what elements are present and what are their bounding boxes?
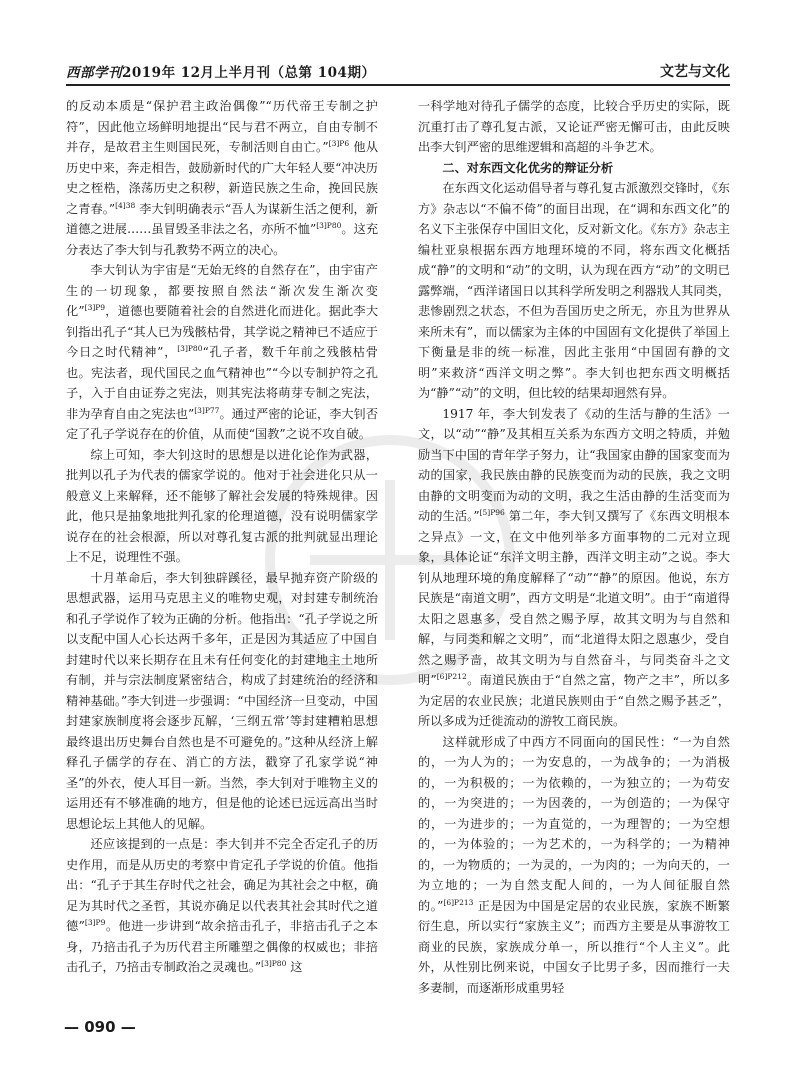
text-run: 李大钊认为宇宙是“无始无终的自然存在”，由宇宙产生的一切现象，都要按照自然法“渐次发生渐次变化”: [66, 263, 378, 318]
paragraph: [418, 96, 730, 158]
text-run: 还应该提到的一点是：李大钊并不完全否定孔子的历史作用，而是从历史的考察中肯定孔子学说的价值。他指出：“孔子于其生存时代之社会，确足为其社会之中枢，确足为其时代之圣哲，其说亦确足以代表其社会其时代之道德”: [66, 837, 378, 933]
journal-masthead: [66, 61, 375, 81]
text-run: 。他进一步讲到“故余掊击孔子，非掊击孔子之本身，乃掊击孔子为历代君主所雕塑之偶像的权威也；非掊击孔子，乃掊击专制政治之灵魂也。”: [66, 919, 379, 974]
section-name: 文艺与文化: [660, 64, 730, 80]
section-heading: [418, 158, 730, 179]
citation-ref: [3]P80: [177, 343, 203, 353]
citation-ref: [3]P9: [84, 917, 106, 927]
paragraph: [66, 260, 378, 445]
citation-ref: [6]P212: [436, 671, 467, 681]
text-run: 。这充分表达了李大钊与孔教势不两立的决心。: [66, 222, 379, 257]
text-run: ，道德也要随着社会的自然进化而进化。据此李大钊指出孔子“其人已为残骸枯骨，其学说之精神已不适应于今日之时代精神”，: [66, 304, 379, 359]
text-run: 这样就形成了中西方不同面向的国民性：“一为自然的，一为人为的；一为安息的，一为战争的；一为消极的，一为积极的；一为依赖的，一为独立的；一为苟安的，一为突进的；一为因袭的，一为创造的；一为保守的，一为进步的；一为直觉的，一为理智的；一为空想的，一为体验的；一为艺术的，一为科学的；一为精神的，一为物质的；一为灵的，一为肉的；一为向天的，一为立地的；一为自然支配人间的，一为人间征服自然的。”: [418, 734, 730, 913]
text-run: 李大钊明确表示“吾人为谋新生活之便利，新道德之进展……虽冒毁圣非法之名，亦所不恤”: [66, 201, 378, 236]
citation-ref: [3]P77: [194, 405, 220, 415]
citation-ref: [3]P6: [328, 138, 350, 148]
citation-ref: [5]P96: [479, 507, 505, 517]
text-run: 十月革命后，李大钊独辟蹊径，最早抛弃资产阶级的思想武器，运用马克思主义的唯物史观，对封建专制统治和孔子学说作了较为正确的分析。他指出：“孔子学说之所以支配中国人心长达两千多年，正是因为其适应了中国自封建时代以来长期存在且未有任何变化的封建地主土地所有制，并与宗法制度紧密结合，构成了封建统治的经济和精神基础。”李大钊进一步强调：“中国经济一旦变动，中国封建家族制度将会逐步瓦解，‘三纲五常’等封建糟粕思想最终退出历史舞台自然也是不可避免的。”这种从经济上解释孔子儒学的存在、消亡的方法，戳穿了孔家学说“神圣”的外衣，使人耳目一新。当然，李大钊对于唯物主义的运用还有不够准确的地方，但是他的论述已远远高出当时思想论坛上其他人的见解。: [66, 570, 378, 831]
text-run: 二、对东西文化优劣的辩证分析: [442, 160, 614, 175]
paragraph: [418, 404, 730, 732]
paragraph: [66, 834, 378, 978]
citation-ref: [6]P213: [443, 897, 474, 907]
text-run: 1917 年，李大钊发表了《动的生活与静的生活》一文，以“动”“静”及其相互关系为东西方文明之特质，并勉励当下中国的青年学子努力，让“我国家由静的国家变而为动的国家，我民族由静的民族变而为动的民族，我之文明由静的文明变而为动的文明，我之生活由静的生活变而为动的生活。”: [418, 406, 730, 523]
citation-ref: [4]38: [115, 200, 136, 210]
journal-name: 西部学刊: [66, 65, 122, 81]
header-divider: [66, 84, 730, 86]
paragraph: [66, 445, 378, 568]
citation-ref: [3]P9: [84, 302, 106, 312]
text-run: 在东西文化运动倡导者与尊孔复古派激烈交锋时，《东方》杂志以“不偏不倚”的面目出现，在“调和东西文化”的名义下主张保存中国旧文化，反对新文化。《东方》杂志主编杜亚泉根据东西方地理环境的不同，将东西文化概括成“静”的文明和“动”的文明，认为现在西方“动”的文明已露弊端，“西洋诸国日以其科学所发明之利器戕人其同类，悲惨剧烈之状态，不但为吾国历史之所无，亦且为世界从来所未有”，而以儒家为主体的中国固有文化提供了举国上下衡量是非的统一标准，因此主张用“中国固有静的文明”来救济“西洋文明之弊”。李大钊也把东西文明概括为“静”“动”的文明，但比较的结果却迥然有异。: [418, 181, 730, 400]
citation-ref: [3]P80: [261, 958, 287, 968]
text-run: 一科学地对待孔子儒学的态度，比较合乎历史的实际，既沉重打击了尊孔复古派，又论证严密无懈可击，由此反映出李大钊严密的思维逻辑和高超的斗争艺术。: [418, 99, 730, 154]
page-number: — 090 —: [64, 1018, 136, 1036]
page-header: [66, 60, 730, 82]
paragraph: [418, 732, 730, 999]
issue-info: 2019年 12月上半月刊（总第 104期）: [122, 65, 376, 81]
text-run: 的反动本质是“保护君主政治偶像”“历代帝王专制之护符”，因此他立场鲜明地提出“民与君不两立，自由专制不并存，是故君主生则国民死，专制活则自由亡。”: [66, 99, 378, 154]
text-run: 。通过严密的论证，李大钊否定了孔子学说存在的价值，从而使“国教”之说不攻自破。: [66, 406, 379, 441]
paragraph: [418, 178, 730, 404]
left-column: [66, 96, 378, 978]
text-run: 。南道民族由于“自然之富，物产之丰”，所以多为定居的农业民族；北道民族则由于“自然之赐予甚乏”，所以多成为迁徙流动的游牧工商民族。: [418, 673, 731, 728]
citation-ref: [3]P80: [316, 220, 342, 230]
text-run: “孔子者，数千年前之残骸枯骨也。宪法者，现代国民之血气精神也”“今以专制护符之孔子，入于自由证券之宪法，则其宪法将萌芽专制之宪法，非为孕育自由之宪法也”: [66, 345, 378, 421]
text-run: 正是因为中国是定居的农业民族，家族不断繁衍生息，所以实行“家族主义”；而西方主要是从事游牧工商业的民族，家族成分单一，所以推行“个人主义”。此外，从性别比例来说，中国女子比男子多，因而推行一夫多妻制，而逐渐形成重男轻: [418, 898, 730, 995]
text-run: 这: [286, 960, 303, 974]
text-run: 第二年，李大钊又撰写了《东西文明根本之异点》一文，在文中他列举多方面事物的二元对立现象，具体论证“东洋文明主静，西洋文明主动”之说。李大钊从地理环境的角度解释了“动”“静”的原因。他说，东方民族是“南道文明”，西方文明是“北道文明”。由于“南道得太阳之恩惠多，受自然之赐予厚，故其文明为与自然和解，与同类和解之文明”，而“北道得太阳之恩惠少，受自然之赐予啬，故其文明为与自然奋斗，与同类奋斗之文明”: [418, 509, 730, 687]
right-column: [418, 96, 730, 998]
paragraph: [66, 96, 378, 260]
text-run: 他从历史中来，奔走相告，鼓励新时代的广大年轻人要“冲决历史之桎梏，涤荡历史之积秽，新造民族之生命，挽回民族之青春。”: [66, 140, 379, 216]
paragraph: [66, 568, 378, 835]
text-run: 综上可知，李大钊这时的思想是以进化论作为武器，批判以孔子为代表的儒家学说的。他对于社会进化只从一般意义上来解释，还不能够了解社会发展的特殊规律。因此，他只是抽象地批判孔家的伦理道德，没有说明儒家学说存在的社会根源，所以对尊孔复古派的批判就显出理论上不足，说理性不强。: [66, 447, 378, 564]
